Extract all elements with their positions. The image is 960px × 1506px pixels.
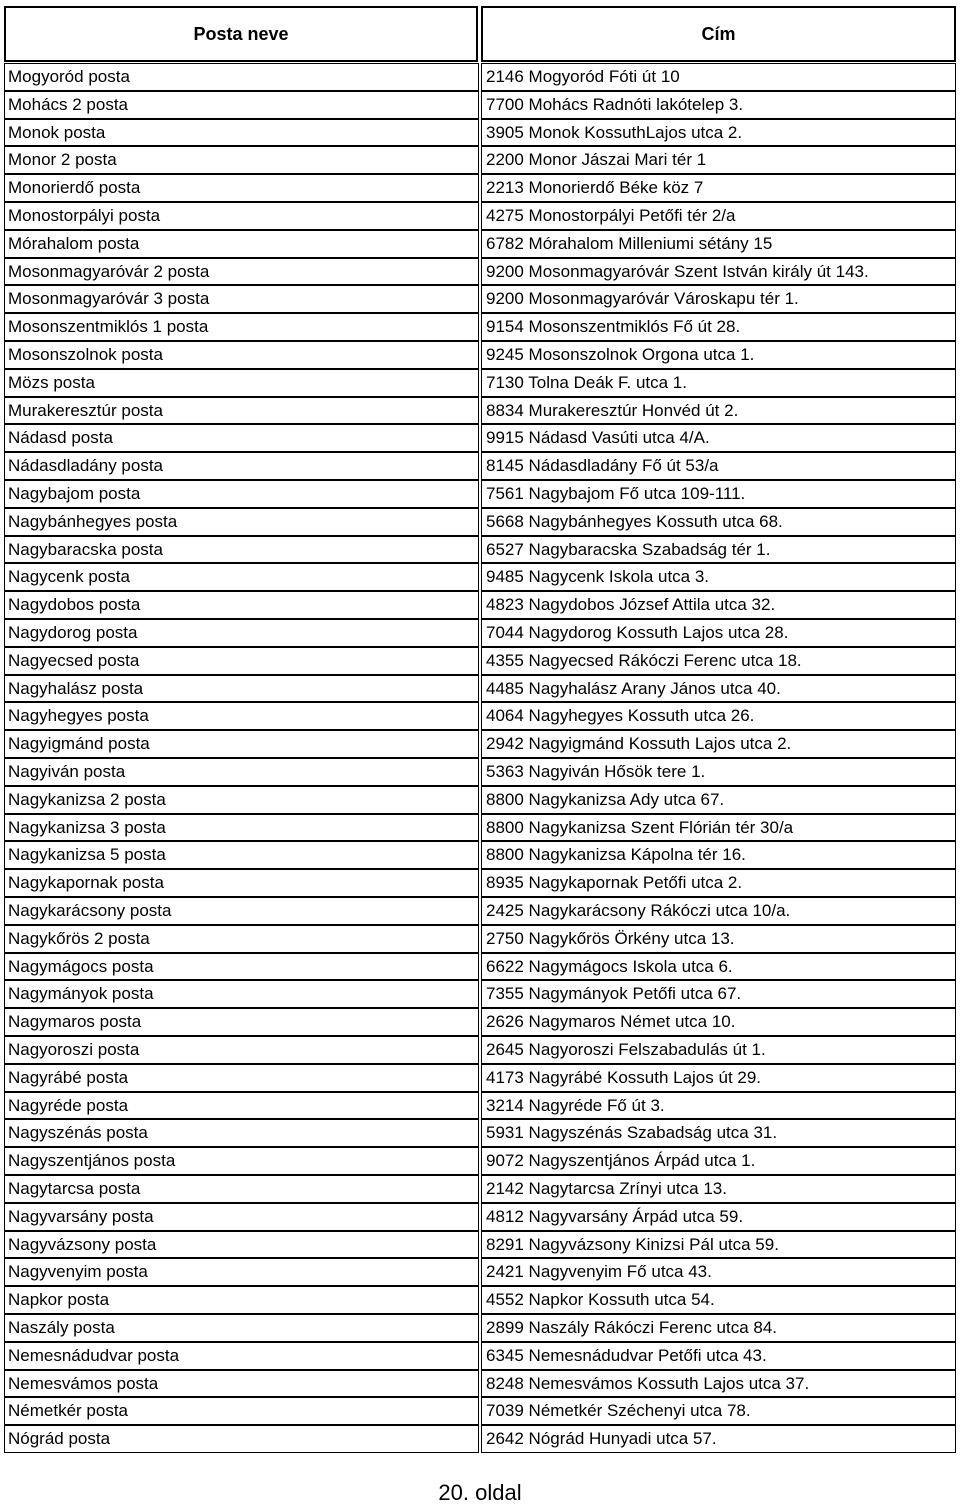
table-row	[4, 1370, 956, 1398]
table-row	[4, 953, 956, 981]
post-office-name: Nagybaracska posta	[4, 536, 479, 564]
post-office-address: 4823 Nagydobos József Attila utca 32.	[481, 591, 956, 619]
post-office-name: Monok posta	[4, 119, 479, 147]
post-office-address: 7561 Nagybajom Fő utca 109-111.	[481, 480, 956, 508]
post-office-address: 9245 Mosonszolnok Orgona utca 1.	[481, 341, 956, 369]
post-office-name: Nagykanizsa 2 posta	[4, 786, 479, 814]
post-office-name: Nagydobos posta	[4, 591, 479, 619]
post-office-address: 9915 Nádasd Vasúti utca 4/A.	[481, 424, 956, 452]
post-office-address: 2425 Nagykarácsony Rákóczi utca 10/a.	[481, 897, 956, 925]
post-office-name: Monostorpályi posta	[4, 202, 479, 230]
table-row	[4, 1231, 956, 1259]
post-office-address: 2750 Nagykőrös Örkény utca 13.	[481, 925, 956, 953]
post-office-name: Nagykanizsa 3 posta	[4, 814, 479, 842]
post-office-name: Mözs posta	[4, 369, 479, 397]
post-office-name: Mogyoród posta	[4, 63, 479, 91]
table-row	[4, 1008, 956, 1036]
table-row	[4, 1036, 956, 1064]
post-office-address: 4812 Nagyvarsány Árpád utca 59.	[481, 1203, 956, 1231]
post-office-address: 2142 Nagytarcsa Zrínyi utca 13.	[481, 1175, 956, 1203]
post-office-address: 2626 Nagymaros Német utca 10.	[481, 1008, 956, 1036]
table-row	[4, 230, 956, 258]
post-office-address: 2899 Naszály Rákóczi Ferenc utca 84.	[481, 1314, 956, 1342]
post-office-name: Murakeresztúr posta	[4, 397, 479, 425]
table-row	[4, 814, 956, 842]
table-row	[4, 1119, 956, 1147]
post-office-name: Nagykőrös 2 posta	[4, 925, 479, 953]
post-office-name: Nagyoroszi posta	[4, 1036, 479, 1064]
table-row	[4, 925, 956, 953]
table-row	[4, 758, 956, 786]
post-office-name: Nagyvázsony posta	[4, 1231, 479, 1259]
post-office-name: Németkér posta	[4, 1397, 479, 1425]
post-office-address: 5363 Nagyiván Hősök tere 1.	[481, 758, 956, 786]
post-office-address: 4275 Monostorpályi Petőfi tér 2/a	[481, 202, 956, 230]
post-office-address: 8935 Nagykapornak Petőfi utca 2.	[481, 869, 956, 897]
table-row	[4, 508, 956, 536]
table-row	[4, 1092, 956, 1120]
post-office-name: Nagyszénás posta	[4, 1119, 479, 1147]
table-row	[4, 1258, 956, 1286]
post-office-address: 8834 Murakeresztúr Honvéd út 2.	[481, 397, 956, 425]
table-row	[4, 563, 956, 591]
post-office-name: Nagybajom posta	[4, 480, 479, 508]
post-office-name: Napkor posta	[4, 1286, 479, 1314]
table-row	[4, 119, 956, 147]
post-office-address: 2213 Monorierdő Béke köz 7	[481, 174, 956, 202]
table-row	[4, 202, 956, 230]
post-office-address: 2942 Nagyigmánd Kossuth Lajos utca 2.	[481, 730, 956, 758]
table-row	[4, 1203, 956, 1231]
post-office-name: Nagykanizsa 5 posta	[4, 841, 479, 869]
post-office-address: 3905 Monok KossuthLajos utca 2.	[481, 119, 956, 147]
post-office-address: 9154 Mosonszentmiklós Fő út 28.	[481, 313, 956, 341]
table-row	[4, 285, 956, 313]
post-office-address: 4173 Nagyrábé Kossuth Lajos út 29.	[481, 1064, 956, 1092]
table-row	[4, 424, 956, 452]
post-office-name: Nagyhegyes posta	[4, 702, 479, 730]
table-row	[4, 591, 956, 619]
table-row	[4, 675, 956, 703]
post-office-address: 2200 Monor Jászai Mari tér 1	[481, 146, 956, 174]
post-office-name: Mosonmagyaróvár 2 posta	[4, 258, 479, 286]
post-office-name: Nagyszentjános posta	[4, 1147, 479, 1175]
table-row	[4, 897, 956, 925]
post-office-address: 7355 Nagymányok Petőfi utca 67.	[481, 980, 956, 1008]
table-row	[4, 258, 956, 286]
table-row	[4, 1314, 956, 1342]
post-office-address: 9200 Mosonmagyaróvár Városkapu tér 1.	[481, 285, 956, 313]
table-row	[4, 313, 956, 341]
post-office-name: Nagyecsed posta	[4, 647, 479, 675]
post-office-name: Nagyvenyim posta	[4, 1258, 479, 1286]
table-row	[4, 1147, 956, 1175]
post-office-name: Nagydorog posta	[4, 619, 479, 647]
post-office-address: 4552 Napkor Kossuth utca 54.	[481, 1286, 956, 1314]
post-office-address: 2645 Nagyoroszi Felszabadulás út 1.	[481, 1036, 956, 1064]
table-row	[4, 730, 956, 758]
post-office-address: 7130 Tolna Deák F. utca 1.	[481, 369, 956, 397]
post-office-address: 2421 Nagyvenyim Fő utca 43.	[481, 1258, 956, 1286]
post-office-address: 5668 Nagybánhegyes Kossuth utca 68.	[481, 508, 956, 536]
table-row	[4, 1286, 956, 1314]
table-row	[4, 1064, 956, 1092]
table-row	[4, 786, 956, 814]
table-row	[4, 91, 956, 119]
post-office-address: 6527 Nagybaracska Szabadság tér 1.	[481, 536, 956, 564]
header-post-name: Posta neve	[4, 6, 478, 62]
table-row	[4, 647, 956, 675]
post-office-address: 9072 Nagyszentjános Árpád utca 1.	[481, 1147, 956, 1175]
table-row	[4, 369, 956, 397]
post-office-name: Nagykapornak posta	[4, 869, 479, 897]
post-office-address: 4064 Nagyhegyes Kossuth utca 26.	[481, 702, 956, 730]
post-office-address: 9200 Mosonmagyaróvár Szent István király út 143.	[481, 258, 956, 286]
post-office-name: Nagyréde posta	[4, 1092, 479, 1120]
post-office-name: Mohács 2 posta	[4, 91, 479, 119]
table-header	[4, 6, 956, 62]
post-office-address: 6782 Mórahalom Milleniumi sétány 15	[481, 230, 956, 258]
post-office-name: Monor 2 posta	[4, 146, 479, 174]
post-office-address: 2642 Nógrád Hunyadi utca 57.	[481, 1425, 956, 1453]
post-office-name: Nagyvarsány posta	[4, 1203, 479, 1231]
table-row	[4, 1342, 956, 1370]
post-office-name: Nagybánhegyes posta	[4, 508, 479, 536]
post-office-address: 2146 Mogyoród Fóti út 10	[481, 63, 956, 91]
post-office-address: 8291 Nagyvázsony Kinizsi Pál utca 59.	[481, 1231, 956, 1259]
post-office-name: Nagytarcsa posta	[4, 1175, 479, 1203]
table-row	[4, 341, 956, 369]
post-office-name: Nagyrábé posta	[4, 1064, 479, 1092]
post-office-address: 6622 Nagymágocs Iskola utca 6.	[481, 953, 956, 981]
table-row	[4, 980, 956, 1008]
table-row	[4, 480, 956, 508]
post-office-address: 5931 Nagyszénás Szabadság utca 31.	[481, 1119, 956, 1147]
post-office-name: Nógrád posta	[4, 1425, 479, 1453]
post-office-address: 8800 Nagykanizsa Szent Flórián tér 30/a	[481, 814, 956, 842]
post-office-address: 4355 Nagyecsed Rákóczi Ferenc utca 18.	[481, 647, 956, 675]
table-row	[4, 174, 956, 202]
post-office-address: 7700 Mohács Radnóti lakótelep 3.	[481, 91, 956, 119]
table-row	[4, 146, 956, 174]
post-office-name: Nagycenk posta	[4, 563, 479, 591]
post-office-address: 8800 Nagykanizsa Kápolna tér 16.	[481, 841, 956, 869]
table-row	[4, 397, 956, 425]
table-row	[4, 452, 956, 480]
post-office-address: 8145 Nádasdladány Fő út 53/a	[481, 452, 956, 480]
post-office-address: 7044 Nagydorog Kossuth Lajos utca 28.	[481, 619, 956, 647]
header-address: Cím	[481, 6, 956, 62]
post-office-name: Nemesvámos posta	[4, 1370, 479, 1398]
post-office-address: 8248 Nemesvámos Kossuth Lajos utca 37.	[481, 1370, 956, 1398]
post-office-address: 8800 Nagykanizsa Ady utca 67.	[481, 786, 956, 814]
post-office-address: 3214 Nagyréde Fő út 3.	[481, 1092, 956, 1120]
post-office-name: Nádasdladány posta	[4, 452, 479, 480]
table-row	[4, 1175, 956, 1203]
page-number: 20. oldal	[438, 1480, 522, 1505]
post-office-name: Naszály posta	[4, 1314, 479, 1342]
post-office-address: 9485 Nagycenk Iskola utca 3.	[481, 563, 956, 591]
post-office-name: Nagymágocs posta	[4, 953, 479, 981]
post-office-address: 7039 Németkér Széchenyi utca 78.	[481, 1397, 956, 1425]
post-office-name: Mosonszentmiklós 1 posta	[4, 313, 479, 341]
table-row	[4, 1397, 956, 1425]
table-row	[4, 63, 956, 91]
post-office-name: Mosonmagyaróvár 3 posta	[4, 285, 479, 313]
post-office-name: Monorierdő posta	[4, 174, 479, 202]
post-office-name: Nagykarácsony posta	[4, 897, 479, 925]
post-office-address: 6345 Nemesnádudvar Petőfi utca 43.	[481, 1342, 956, 1370]
post-office-name: Nagymaros posta	[4, 1008, 479, 1036]
post-office-table	[4, 63, 956, 1452]
table-row	[4, 869, 956, 897]
table-row	[4, 619, 956, 647]
post-office-name: Nagyhalász posta	[4, 675, 479, 703]
post-office-address: 4485 Nagyhalász Arany János utca 40.	[481, 675, 956, 703]
post-office-name: Nagyigmánd posta	[4, 730, 479, 758]
post-office-name: Nagymányok posta	[4, 980, 479, 1008]
post-office-name: Mosonszolnok posta	[4, 341, 479, 369]
post-office-name: Nádasd posta	[4, 424, 479, 452]
table-row	[4, 702, 956, 730]
table-row	[4, 1425, 956, 1453]
table-row	[4, 536, 956, 564]
post-office-name: Nagyiván posta	[4, 758, 479, 786]
post-office-name: Mórahalom posta	[4, 230, 479, 258]
post-office-name: Nemesnádudvar posta	[4, 1342, 479, 1370]
table-row	[4, 841, 956, 869]
